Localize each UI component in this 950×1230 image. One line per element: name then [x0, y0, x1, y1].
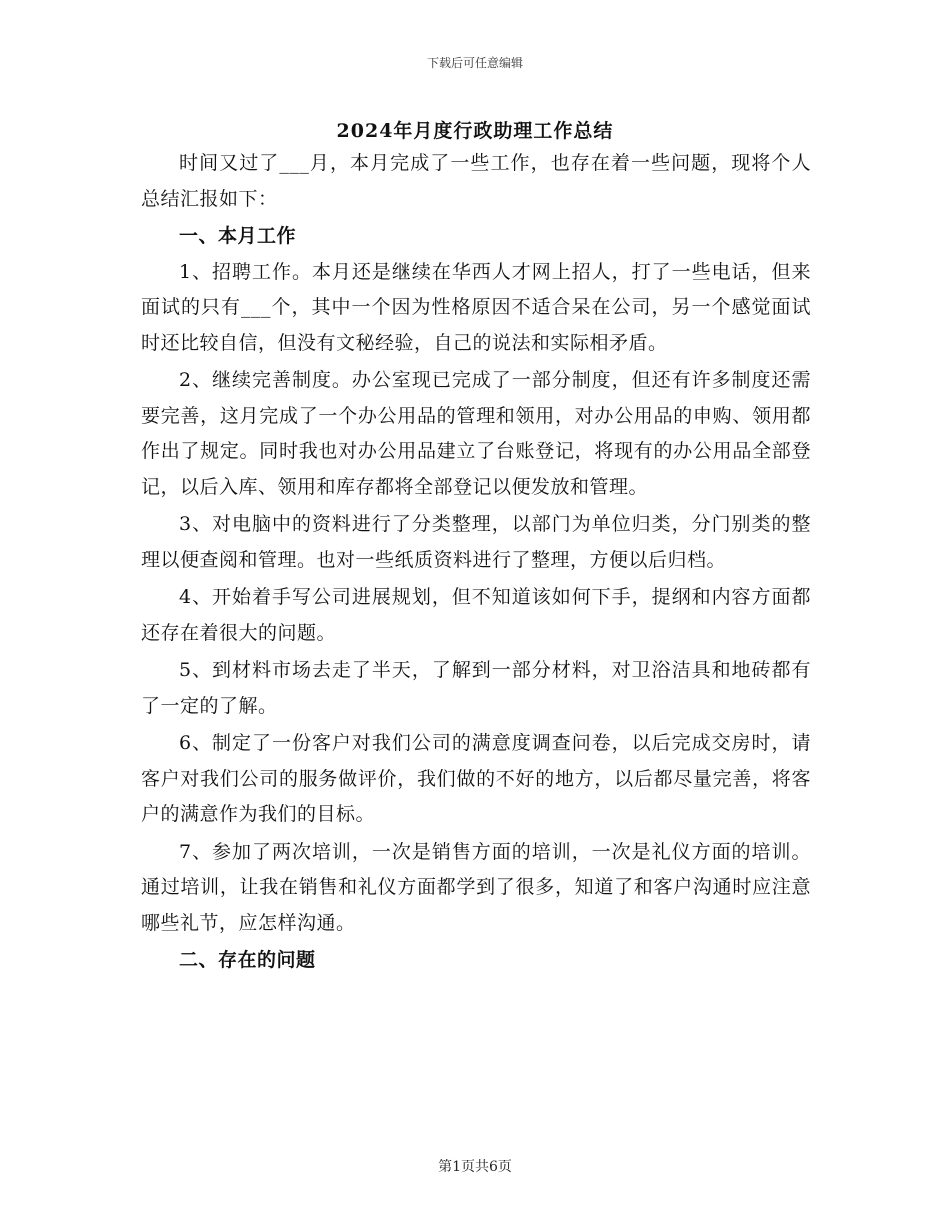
section-heading-work: 一、本月工作 [179, 225, 297, 247]
page-number-footer: 第1页共6页 [438, 1159, 512, 1175]
intro-paragraph: 时间又过了___月，本月完成了一些工作，也存在着一些问题，现将个人总结汇报如下： [141, 152, 811, 210]
work-item-3: 3、对电脑中的资料进行了分类整理，以部门为单位归类，分门别类的整理以便查阅和管理。也对一些纸质资料进行了整理，方便以后归档。 [141, 513, 811, 571]
document-title: 2024年月度行政助理工作总结 [336, 120, 614, 142]
work-item-4: 4、开始着手写公司进展规划，但不知道该如何下手，提纲和内容方面都还存在着很大的问题。 [141, 586, 811, 644]
work-item-1: 1、招聘工作。本月还是继续在华西人才网上招人，打了一些电话，但来面试的只有___个，其中一个因为性格原因不适合呆在公司，另一个感觉面试时还比较自信，但没有文秘经验，自己的说法和实际相矛盾。 [141, 260, 811, 354]
work-item-2: 2、继续完善制度。办公室现已完成了一部分制度，但还有许多制度还需要完善，这月完成了一个办公用品的管理和领用，对办公用品的申购、领用都作出了规定。同时我也对办公用品建立了台账登记，将现有的办公用品全部登记，以后入库、领用和库存都将全部登记以便发放和管理。 [141, 369, 811, 498]
work-item-6: 6、制定了一份客户对我们公司的满意度调查问卷，以后完成交房时，请客户对我们公司的服务做评价，我们做的不好的地方，以后都尽量完善，将客户的满意作为我们的目标。 [141, 732, 811, 825]
work-item-5: 5、到材料市场去走了半天，了解到一部分材料，对卫浴洁具和地砖都有了一定的了解。 [141, 659, 811, 717]
work-item-7: 7、参加了两次培训，一次是销售方面的培训，一次是礼仪方面的培训。通过培训，让我在销售和礼仪方面都学到了很多，知道了和客户沟通时应注意哪些礼节，应怎样沟通。 [141, 840, 811, 934]
section-heading-problems: 二、存在的问题 [179, 949, 316, 971]
header-note: 下载后可任意编辑 [426, 56, 523, 70]
document-body [141, 146, 811, 979]
